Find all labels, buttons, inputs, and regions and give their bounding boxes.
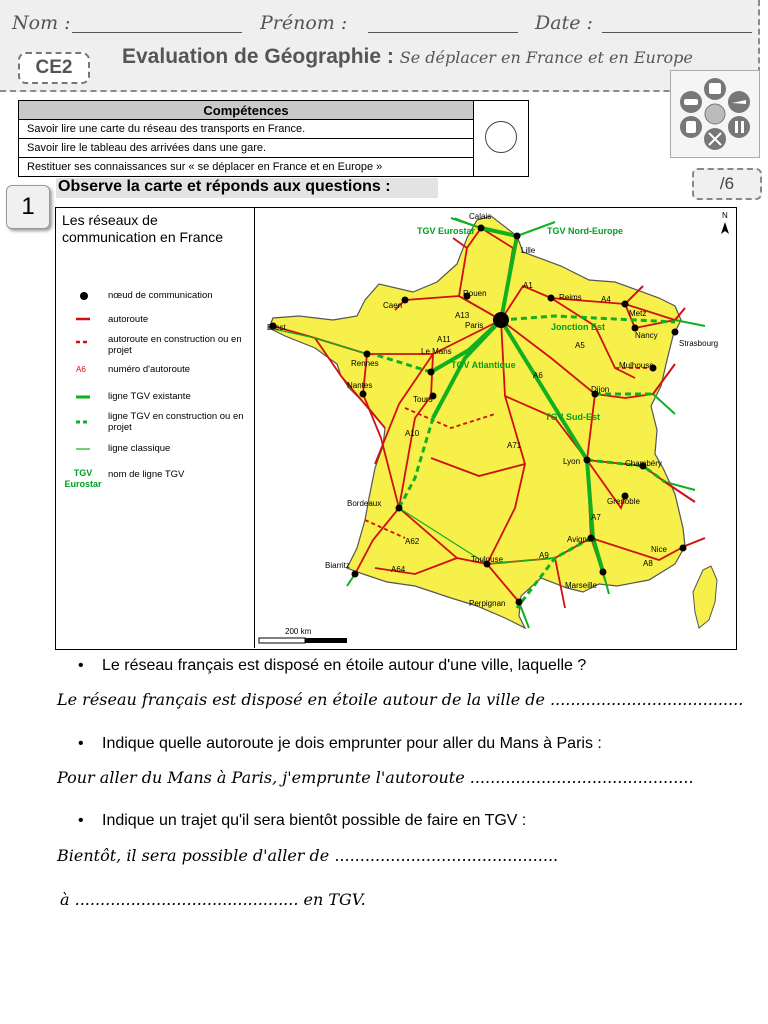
legend-tgv-project-symbol	[62, 418, 90, 426]
competences-heading: Compétences	[19, 101, 474, 120]
svg-text:A71: A71	[507, 441, 522, 450]
svg-text:TGV Eurostar: TGV Eurostar	[417, 226, 476, 236]
walker-icon	[728, 116, 750, 138]
svg-text:Nantes: Nantes	[347, 381, 373, 390]
svg-text:Jonction Est: Jonction Est	[551, 322, 606, 332]
svg-text:A6: A6	[533, 371, 543, 380]
svg-text:Grenoble: Grenoble	[607, 497, 640, 506]
answer-2[interactable]: Pour aller du Mans à Paris, j'emprunte l'autoroute ............................................	[57, 768, 694, 787]
svg-text:Paris: Paris	[465, 321, 484, 330]
nom-line[interactable]	[72, 32, 242, 33]
answer-1[interactable]: Le réseau français est disposé en étoile autour de la ville de ......................................	[57, 690, 744, 709]
svg-text:Nancy: Nancy	[635, 331, 658, 340]
plane-icon	[728, 91, 750, 113]
svg-text:A13: A13	[455, 311, 470, 320]
level-badge: CE2	[18, 52, 90, 84]
svg-text:A62: A62	[405, 537, 420, 546]
question-1: • Le réseau français est disposé en étoile autour d'une ville, laquelle ?	[78, 657, 586, 675]
train-icon	[680, 116, 702, 138]
north-arrow-icon	[721, 211, 729, 234]
svg-text:N: N	[722, 211, 728, 220]
question-3: • Indique un trajet qu'il sera bientôt possible de faire en TGV :	[78, 812, 526, 830]
score-box: /6	[692, 168, 762, 200]
svg-text:Caen: Caen	[383, 301, 403, 310]
legend-label: numéro d'autoroute	[108, 364, 191, 375]
competence-item: Restituer ses connaissances sur « se déplacer en France et en Europe »	[19, 158, 474, 177]
map-legend	[56, 208, 255, 648]
svg-text:Perpignan: Perpignan	[469, 599, 506, 608]
legend-tgv-symbol	[62, 393, 90, 401]
legend-label: ligne TGV existante	[108, 391, 191, 402]
competence-item: Savoir lire une carte du réseau des transports en France.	[19, 120, 474, 139]
legend-line-name-symbol: TGV Eurostar	[64, 468, 102, 489]
svg-text:TGV Nord-Europe: TGV Nord-Europe	[547, 226, 623, 236]
nom-label: Nom :	[12, 12, 71, 34]
svg-text:Brest: Brest	[267, 323, 286, 332]
exercise-number: 1	[6, 185, 50, 229]
legend-label: ligne TGV en construction ou en projet	[108, 411, 244, 433]
exercise-instruction: Observe la carte et réponds aux questions :	[56, 178, 438, 198]
prenom-label: Prénom :	[260, 12, 348, 34]
svg-text:Strasbourg: Strasbourg	[679, 339, 719, 348]
france-map	[255, 208, 735, 648]
car-icon	[680, 91, 702, 113]
svg-text:A11: A11	[437, 335, 451, 344]
svg-text:A1: A1	[523, 281, 533, 290]
svg-text:Metz: Metz	[629, 309, 647, 318]
svg-text:A10: A10	[405, 429, 420, 438]
svg-text:Le Mans: Le Mans	[421, 347, 452, 356]
corsica-shape	[693, 566, 717, 628]
map-title: Les réseaux de communication en France	[62, 212, 224, 245]
answer-3b[interactable]: à ............................................ en TGV.	[60, 890, 366, 909]
bus-icon	[704, 78, 726, 100]
bicycle-icon	[704, 128, 726, 150]
map-figure	[55, 207, 737, 650]
svg-text:A5: A5	[575, 341, 585, 350]
scale-bar	[259, 627, 347, 643]
svg-text:A7: A7	[591, 513, 601, 522]
svg-text:Marseille: Marseille	[565, 581, 598, 590]
legend-label: nom de ligne TGV	[108, 469, 185, 480]
legend-label: autoroute en construction ou en projet	[108, 334, 242, 356]
svg-text:A4: A4	[601, 295, 611, 304]
svg-text:200 km: 200 km	[285, 627, 312, 636]
svg-text:Rouen: Rouen	[463, 289, 487, 298]
date-label: Date :	[535, 12, 593, 34]
svg-text:Avignon: Avignon	[567, 535, 596, 544]
svg-text:Dijon: Dijon	[591, 385, 610, 394]
svg-text:Toulouse: Toulouse	[471, 555, 504, 564]
page-title	[122, 45, 693, 69]
legend-highway-project-symbol	[62, 338, 90, 346]
legend-classic-line-symbol	[62, 445, 90, 453]
evaluation-circle[interactable]	[485, 121, 517, 153]
legend-node-symbol	[62, 290, 90, 302]
prenom-line[interactable]	[368, 32, 518, 33]
svg-text:Reims: Reims	[559, 293, 582, 302]
date-line[interactable]	[602, 32, 752, 33]
legend-label: ligne classique	[108, 443, 171, 454]
subtitle-text: Se déplacer en France et en Europe	[399, 48, 693, 67]
svg-text:Bordeaux: Bordeaux	[347, 499, 382, 508]
svg-text:Biarritz: Biarritz	[325, 561, 350, 570]
svg-text:Tours: Tours	[413, 395, 433, 404]
evaluation-cell	[474, 101, 529, 177]
question-2: • Indique quelle autoroute je dois emprunter pour aller du Mans à Paris :	[78, 735, 602, 753]
svg-text:Lille: Lille	[521, 246, 536, 255]
svg-text:Calais: Calais	[469, 212, 492, 221]
svg-text:Nice: Nice	[651, 545, 668, 554]
answer-3a[interactable]: Bientôt, il sera possible d'aller de ............................................	[57, 846, 559, 865]
svg-text:Rennes: Rennes	[351, 359, 379, 368]
svg-text:Chambéry: Chambéry	[625, 459, 662, 468]
svg-text:A64: A64	[391, 565, 406, 574]
svg-text:A8: A8	[643, 559, 653, 568]
legend-label: nœud de communication	[108, 290, 213, 301]
transport-icons	[670, 70, 760, 158]
legend-highway-symbol	[62, 315, 90, 323]
header	[0, 0, 760, 92]
svg-text:A9: A9	[539, 551, 549, 560]
svg-text:Lyon: Lyon	[563, 457, 581, 466]
legend-label: autoroute	[108, 314, 149, 325]
svg-text:Mulhouse: Mulhouse	[619, 361, 654, 370]
svg-text:TGV Atlantique: TGV Atlantique	[451, 360, 516, 370]
competences-table	[18, 100, 529, 177]
svg-text:TGV Sud-Est: TGV Sud-Est	[545, 412, 601, 422]
title-text: Evaluation de Géographie :	[122, 45, 394, 68]
competence-item: Savoir lire le tableau des arrivées dans une gare.	[19, 139, 474, 158]
legend-highway-number-symbol: A6	[76, 365, 86, 374]
